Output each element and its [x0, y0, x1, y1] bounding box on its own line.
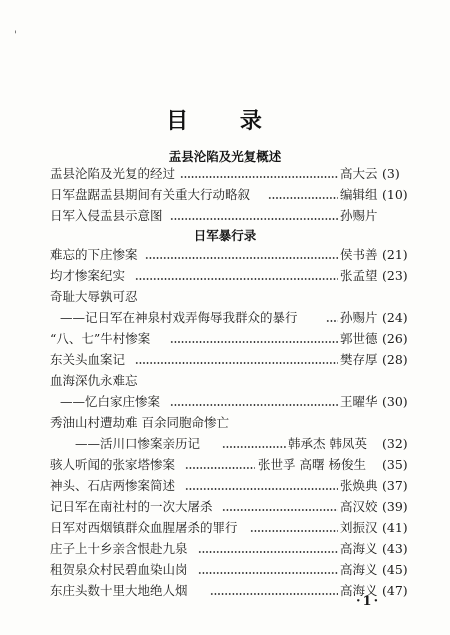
toc-entry[interactable]: [0, 308, 450, 327]
page-title: 目 录: [166, 108, 284, 134]
dot-leader: [135, 362, 338, 364]
dot-leader: [185, 488, 338, 490]
entry-page: (41): [382, 520, 408, 535]
entry-author: 高大云: [340, 166, 378, 181]
dot-leader: [170, 218, 338, 220]
entry-page: (43): [382, 541, 408, 556]
entry-author: 编辑组: [340, 187, 378, 202]
entry-page: (28): [382, 352, 408, 367]
entry-author: 王曜华: [340, 394, 378, 409]
page-number: ·1·: [356, 594, 381, 609]
toc-entry[interactable]: [0, 266, 450, 285]
entry-author: 高海义: [340, 541, 378, 556]
scan-mark: ': [14, 30, 17, 41]
dot-leader: [185, 467, 255, 469]
entry-author: 张焕典: [340, 478, 378, 493]
entry-page: (10): [382, 187, 408, 202]
entry-title: 奇耻大辱孰可忍: [50, 289, 138, 304]
toc-entry[interactable]: [0, 455, 450, 474]
entry-title: 骇人听闻的张家塔惨案: [50, 457, 176, 472]
entry-title: 血海深仇永难忘: [50, 373, 138, 388]
toc-entry[interactable]: [0, 518, 450, 537]
entry-page: (26): [382, 331, 408, 346]
section-heading: 盂县沦陷及光复概述: [168, 149, 282, 164]
entry-page: (32): [382, 436, 408, 451]
toc-entry[interactable]: [0, 287, 450, 306]
entry-author: 张世孚 高曙 杨俊生: [258, 457, 366, 472]
entry-title: 东庄头数十里大地绝人烟: [50, 583, 188, 598]
entry-title: ——忆白家庄惨案: [60, 394, 161, 409]
entry-title: 盂县沦陷及光复的经过: [50, 166, 176, 181]
toc-entry[interactable]: [0, 185, 450, 204]
toc-entry[interactable]: [0, 329, 450, 348]
toc-entry[interactable]: [0, 560, 450, 579]
dot-leader: [222, 446, 286, 448]
toc-entry[interactable]: [0, 581, 450, 600]
entry-title: 记日军在南社村的一次大屠杀: [50, 499, 213, 514]
entry-page: (21): [382, 247, 408, 262]
entry-page: (30): [382, 394, 408, 409]
entry-title: 租贺泉众村民碧血染山岗: [50, 562, 188, 577]
toc-entry[interactable]: [0, 371, 450, 390]
entry-author: 刘振汉: [340, 520, 378, 535]
dot-leader: [170, 404, 338, 406]
entry-page: (35): [382, 457, 408, 472]
dot-leader: [326, 320, 338, 322]
toc-entry[interactable]: [0, 392, 450, 411]
entry-author: 郭世德: [340, 331, 378, 346]
entry-page: (24): [382, 310, 408, 325]
dot-leader: [268, 197, 338, 199]
entry-author: 韩承杰 韩凤英: [288, 436, 367, 451]
entry-author: 高海义: [340, 562, 378, 577]
entry-title: 日军盘踞盂县期间有关重大行动略叙: [50, 187, 251, 202]
entry-title: “八、七”牛村惨案: [50, 331, 151, 346]
toc-entry[interactable]: [0, 350, 450, 369]
entry-title: 均才惨案纪实: [50, 268, 126, 283]
entry-author: 侯书善: [340, 247, 378, 262]
entry-title: 神头、石店两惨案简述: [50, 478, 176, 493]
dot-leader: [198, 572, 338, 574]
dot-leader: [198, 551, 338, 553]
entry-title: 难忘的下庄惨案: [50, 247, 138, 262]
toc-entry[interactable]: [0, 245, 450, 264]
entry-author: 孙赐片: [340, 208, 378, 223]
entry-author: 樊存厚: [340, 352, 378, 367]
section-heading: 日军暴行录: [193, 228, 257, 243]
dot-leader: [170, 341, 338, 343]
entry-author: 张孟望: [340, 268, 378, 283]
toc-entry[interactable]: [0, 476, 450, 495]
entry-page: (47): [382, 583, 408, 598]
toc-entry[interactable]: [0, 164, 450, 183]
dot-leader: [145, 257, 338, 259]
dot-leader: [222, 509, 338, 511]
entry-page: (45): [382, 562, 408, 577]
entry-title: ——活川口惨案亲历记: [75, 436, 201, 451]
entry-title: 日军对西烟镇群众血腥屠杀的罪行: [50, 520, 238, 535]
entry-author: 高海义: [340, 583, 378, 598]
toc-entry[interactable]: [0, 434, 450, 453]
dot-leader: [135, 278, 338, 280]
toc-entry[interactable]: [0, 497, 450, 516]
entry-title: 秀油山村遭劫难 百余同胞命惨亡: [50, 415, 229, 430]
dot-leader: [250, 530, 338, 532]
entry-title: 东关头血案记: [50, 352, 126, 367]
entry-page: (37): [382, 478, 408, 493]
entry-page: (3): [382, 166, 400, 181]
entry-title: 日军入侵盂县示意图: [50, 208, 163, 223]
toc-entry[interactable]: [0, 413, 450, 432]
toc-entry[interactable]: [0, 206, 450, 225]
entry-author: 孙赐片: [340, 310, 378, 325]
entry-title: ——记日军在神泉村戏弄侮辱我群众的暴行: [60, 310, 298, 325]
entry-title: 庄子上十乡亲含恨赴九泉: [50, 541, 188, 556]
entry-page: (23): [382, 268, 408, 283]
entry-author: 高汉姣: [340, 499, 378, 514]
dot-leader: [210, 593, 338, 595]
dot-leader: [180, 176, 338, 178]
toc-entry[interactable]: [0, 539, 450, 558]
entry-page: (39): [382, 499, 408, 514]
